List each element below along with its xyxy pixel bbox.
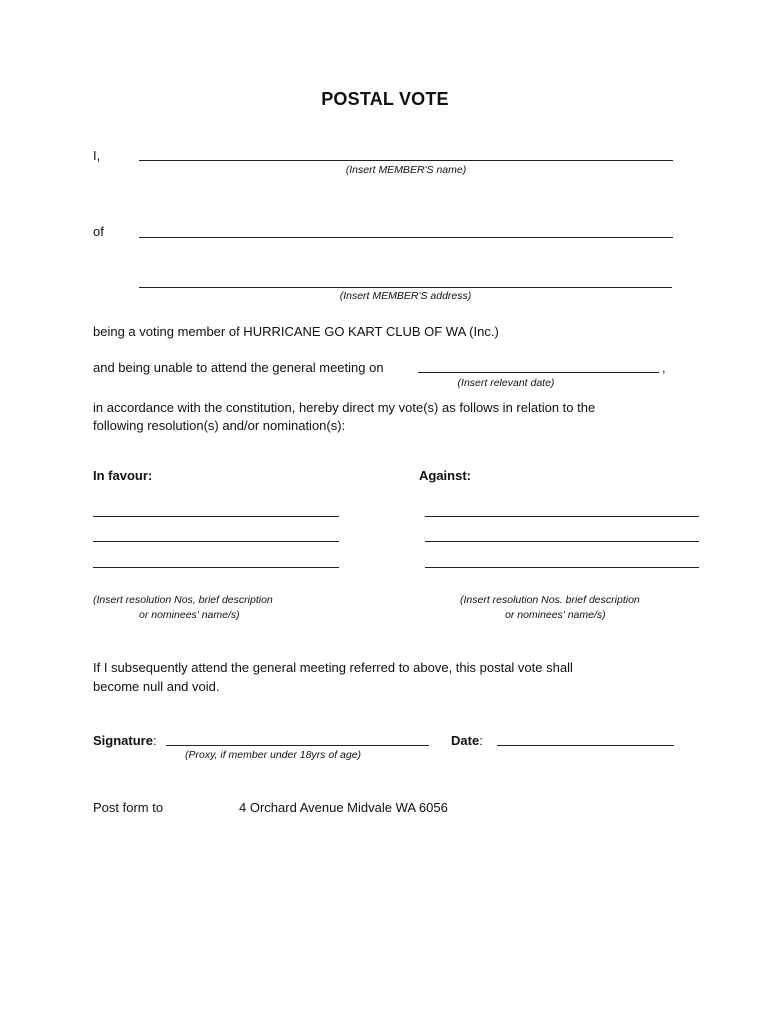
accordance-line1: in accordance with the constitution, hereby direct my vote(s) as follows in relation to the [93,400,596,415]
accordance-line2: following resolution(s) and/or nomination(s): [93,418,346,433]
post-form-label: Post form to [93,800,164,815]
member-name-hint: (Insert MEMBER'S name) [345,164,467,176]
meeting-date-field[interactable] [418,372,659,373]
favour-field-3[interactable] [93,567,339,568]
against-field-2[interactable] [425,541,699,542]
member-address-field-line2[interactable] [139,287,672,288]
null-void-line2: become null and void. [93,679,220,694]
member-address-field-line1[interactable] [139,237,673,238]
member-name-field[interactable] [139,160,673,161]
favour-field-1[interactable] [93,516,339,517]
against-hint-line2: or nominees' name/s) [505,609,606,621]
date-label: Date [451,733,480,748]
signature-label-group [93,731,157,750]
meeting-date-hint: (Insert relevant date) [457,377,555,389]
against-field-1[interactable] [425,516,699,517]
favour-hint-line2: or nominees' name/s) [139,609,240,621]
against-label: Against: [419,468,471,483]
signature-colon: : [152,733,157,748]
form-title: POSTAL VOTE [321,89,449,109]
signature-field[interactable] [166,745,429,746]
against-field-3[interactable] [425,567,699,568]
date-colon: : [479,733,483,748]
unable-comma: , [662,360,666,375]
post-address: 4 Orchard Avenue Midvale WA 6056 [239,800,448,815]
favour-hint-line1: (Insert resolution Nos, brief description [93,594,273,606]
signature-date-field[interactable] [497,745,674,746]
voting-member-text: being a voting member of HURRICANE GO KART CLUB OF WA (Inc.) [93,324,499,339]
member-address-hint: (Insert MEMBER'S address) [339,290,472,302]
date-label-group [451,731,483,750]
i-label: I, [93,148,101,163]
null-void-line1: If I subsequently attend the general meeting referred to above, this postal vote shall [93,660,573,675]
of-label: of [93,224,104,239]
against-hint-line1: (Insert resolution Nos. brief description [460,594,640,606]
proxy-hint: (Proxy, if member under 18yrs of age) [185,749,362,761]
signature-label: Signature [93,733,153,748]
unable-text: and being unable to attend the general meeting on [93,360,384,375]
in-favour-label: In favour: [93,468,153,483]
favour-field-2[interactable] [93,541,339,542]
